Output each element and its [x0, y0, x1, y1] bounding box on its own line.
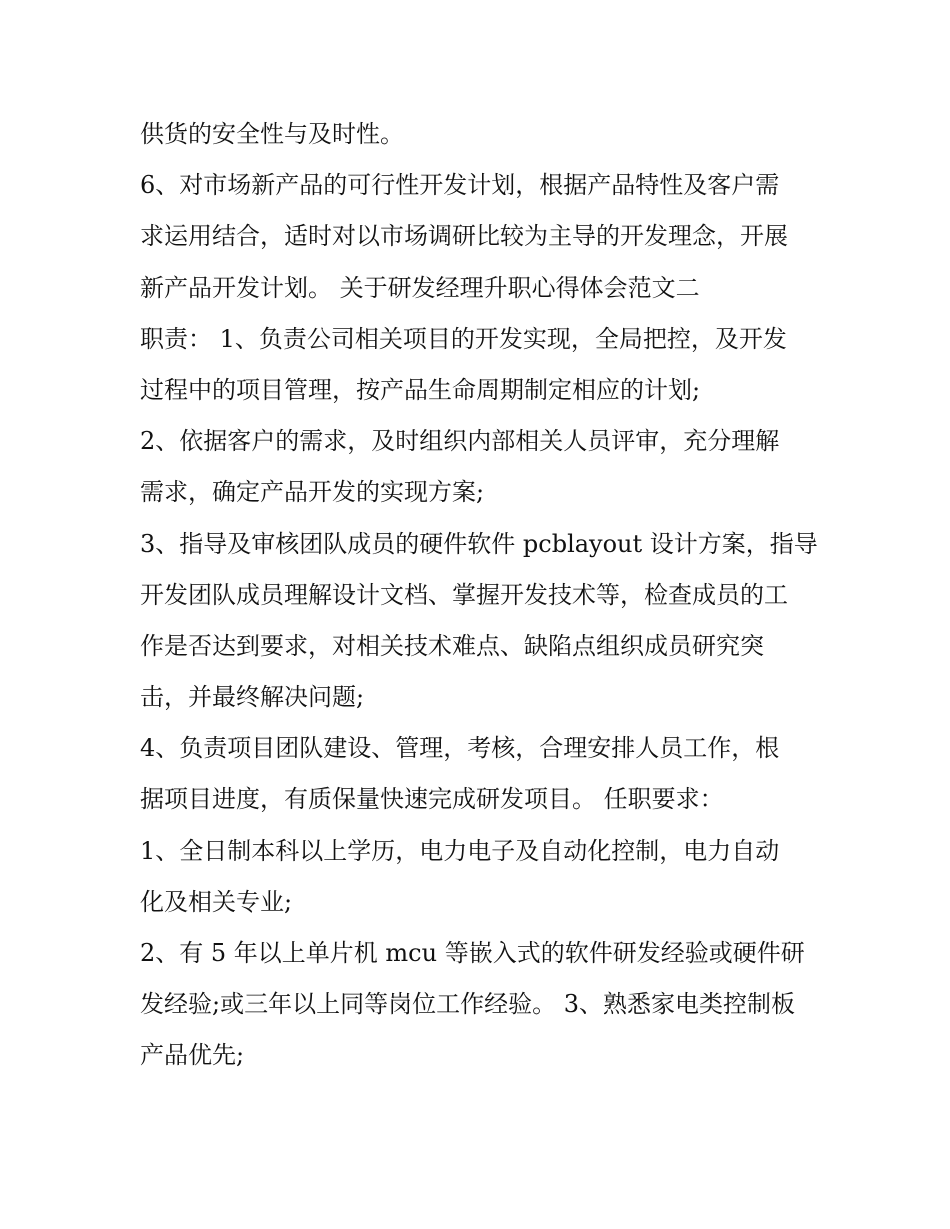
text-line: 供货的安全性与及时性。 — [140, 120, 404, 148]
text-line: 作是否达到要求，对相关技术难点、缺陷点组织成员研究突 — [140, 631, 764, 660]
text-line: 4、负责项目团队建设、管理，考核，合理安排人员工作，根 — [140, 734, 780, 763]
text-line: 开发团队成员理解设计文档、掌握开发技术等，检查成员的工 — [140, 580, 788, 609]
text-line: 击，并最终解决问题; — [140, 683, 365, 712]
text-line: 需求，确定产品开发的实现方案; — [140, 478, 485, 507]
text-line: 2、有 5 年以上单片机 mcu 等嵌入式的软件研发经验或硬件研 — [140, 939, 805, 967]
text-line: 过程中的项目管理，按产品生命周期制定相应的计划; — [140, 375, 701, 404]
body-text — [140, 109, 830, 1082]
text-line: 2、依据客户的需求，及时组织内部相关人员评审，充分理解 — [140, 427, 780, 456]
text-line: 化及相关专业; — [140, 887, 293, 916]
text-line: 产品优先; — [140, 1041, 245, 1070]
text-line: 据项目进度，有质保量快速完成研发项目。 任职要求： — [140, 785, 724, 814]
text-line: 发经验;或三年以上同等岗位工作经验。 3、熟悉家电类控制板 — [140, 990, 795, 1019]
text-line: 6、对市场新产品的可行性开发计划，根据产品特性及客户需 — [140, 171, 780, 200]
text-line: 新产品开发计划。 关于研发经理升职心得体会范文二 — [140, 273, 700, 302]
text-line: 3、指导及审核团队成员的硬件软件 pcblayout 设计方案，指导 — [140, 529, 818, 558]
text-line: 求运用结合，适时对以市场调研比较为主导的开发理念，开展 — [140, 222, 788, 251]
text-line: 职责： 1、负责公司相关项目的开发实现，全局把控，及开发 — [140, 324, 787, 353]
text-line: 1、全日制本科以上学历，电力电子及自动化控制，电力自动 — [140, 836, 780, 865]
